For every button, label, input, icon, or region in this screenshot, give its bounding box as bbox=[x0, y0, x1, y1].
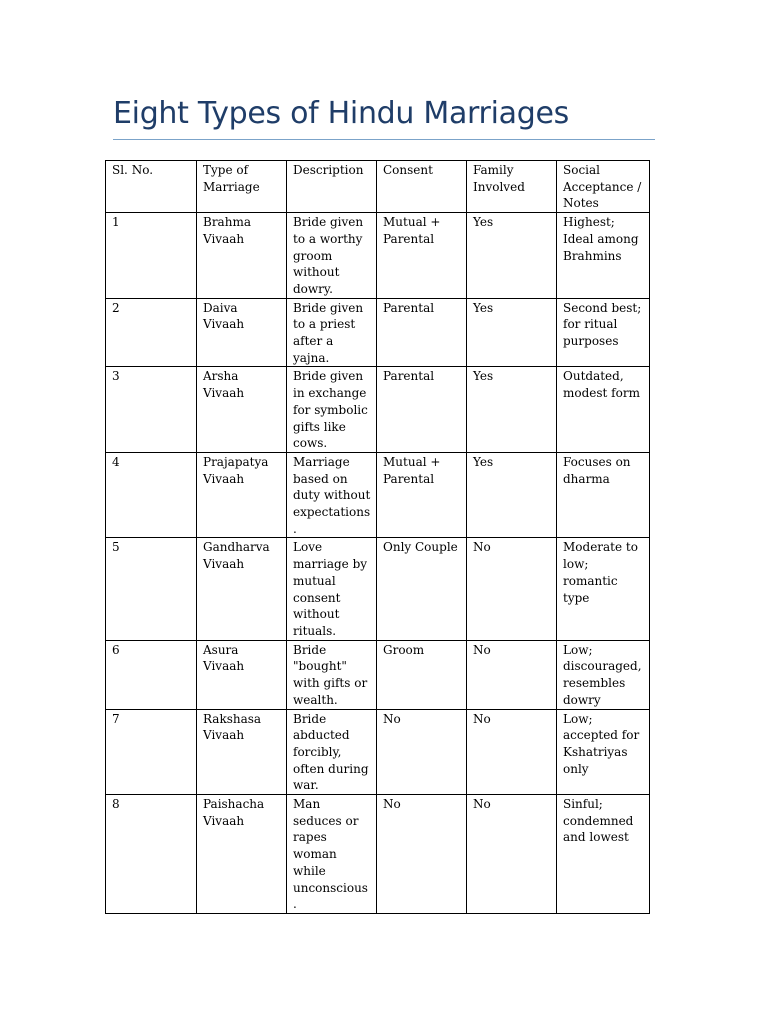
cell-consent: Groom bbox=[377, 640, 467, 709]
cell-consent: Mutual + Parental bbox=[377, 452, 467, 538]
cell-sl-no: 5 bbox=[106, 538, 197, 640]
header-cell-consent: Consent bbox=[377, 161, 467, 213]
table-row bbox=[106, 538, 650, 640]
cell-social-acceptance: Low; accepted for Kshatriyas only bbox=[557, 709, 650, 795]
cell-social-acceptance: Moderate to low; romantic type bbox=[557, 538, 650, 640]
cell-family-involved: Yes bbox=[467, 298, 557, 367]
cell-consent: Mutual + Parental bbox=[377, 213, 467, 299]
cell-description: Bride given to a worthy groom without dowry. bbox=[287, 213, 377, 299]
cell-consent: Parental bbox=[377, 367, 467, 453]
table-header-row bbox=[106, 161, 650, 213]
table-row bbox=[106, 795, 650, 914]
cell-type: Prajapatya Vivaah bbox=[197, 452, 287, 538]
cell-description: Bride given to a priest after a yajna. bbox=[287, 298, 377, 367]
cell-description: Bride "bought" with gifts or wealth. bbox=[287, 640, 377, 709]
cell-sl-no: 7 bbox=[106, 709, 197, 795]
cell-consent: Only Couple bbox=[377, 538, 467, 640]
cell-social-acceptance: Outdated, modest form bbox=[557, 367, 650, 453]
cell-type: Asura Vivaah bbox=[197, 640, 287, 709]
marriage-types-table bbox=[105, 160, 650, 914]
header-cell-description: Description bbox=[287, 161, 377, 213]
cell-type: Gandharva Vivaah bbox=[197, 538, 287, 640]
cell-sl-no: 3 bbox=[106, 367, 197, 453]
cell-social-acceptance: Second best; for ritual purposes bbox=[557, 298, 650, 367]
cell-sl-no: 4 bbox=[106, 452, 197, 538]
cell-family-involved: Yes bbox=[467, 213, 557, 299]
cell-social-acceptance: Highest; Ideal among Brahmins bbox=[557, 213, 650, 299]
cell-family-involved: No bbox=[467, 538, 557, 640]
cell-consent: No bbox=[377, 795, 467, 914]
table-row bbox=[106, 367, 650, 453]
cell-description: Man seduces or rapes woman while unconscious. bbox=[287, 795, 377, 914]
header-cell-sl-no: Sl. No. bbox=[106, 161, 197, 213]
cell-description: Bride abducted forcibly, often during war. bbox=[287, 709, 377, 795]
cell-type: Arsha Vivaah bbox=[197, 367, 287, 453]
cell-social-acceptance: Sinful; condemned and lowest bbox=[557, 795, 650, 914]
cell-social-acceptance: Low; discouraged, resembles dowry bbox=[557, 640, 650, 709]
cell-family-involved: Yes bbox=[467, 367, 557, 453]
table-row bbox=[106, 452, 650, 538]
cell-type: Rakshasa Vivaah bbox=[197, 709, 287, 795]
title-underline bbox=[113, 139, 655, 140]
cell-consent: No bbox=[377, 709, 467, 795]
table-row bbox=[106, 298, 650, 367]
cell-description: Bride given in exchange for symbolic gifts like cows. bbox=[287, 367, 377, 453]
cell-family-involved: Yes bbox=[467, 452, 557, 538]
cell-consent: Parental bbox=[377, 298, 467, 367]
cell-family-involved: No bbox=[467, 795, 557, 914]
cell-sl-no: 2 bbox=[106, 298, 197, 367]
cell-sl-no: 6 bbox=[106, 640, 197, 709]
cell-description: Love marriage by mutual consent without rituals. bbox=[287, 538, 377, 640]
cell-sl-no: 1 bbox=[106, 213, 197, 299]
cell-sl-no: 8 bbox=[106, 795, 197, 914]
header-cell-family-involved: Family Involved bbox=[467, 161, 557, 213]
document-title: Eight Types of Hindu Marriages bbox=[113, 96, 569, 131]
table-row bbox=[106, 213, 650, 299]
cell-social-acceptance: Focuses on dharma bbox=[557, 452, 650, 538]
cell-type: Paishacha Vivaah bbox=[197, 795, 287, 914]
cell-family-involved: No bbox=[467, 640, 557, 709]
table-row bbox=[106, 640, 650, 709]
cell-description: Marriage based on duty without expectations. bbox=[287, 452, 377, 538]
cell-family-involved: No bbox=[467, 709, 557, 795]
cell-type: Brahma Vivaah bbox=[197, 213, 287, 299]
header-cell-type: Type of Marriage bbox=[197, 161, 287, 213]
header-cell-social-acceptance: Social Acceptance / Notes bbox=[557, 161, 650, 213]
cell-type: Daiva Vivaah bbox=[197, 298, 287, 367]
table-row bbox=[106, 709, 650, 795]
